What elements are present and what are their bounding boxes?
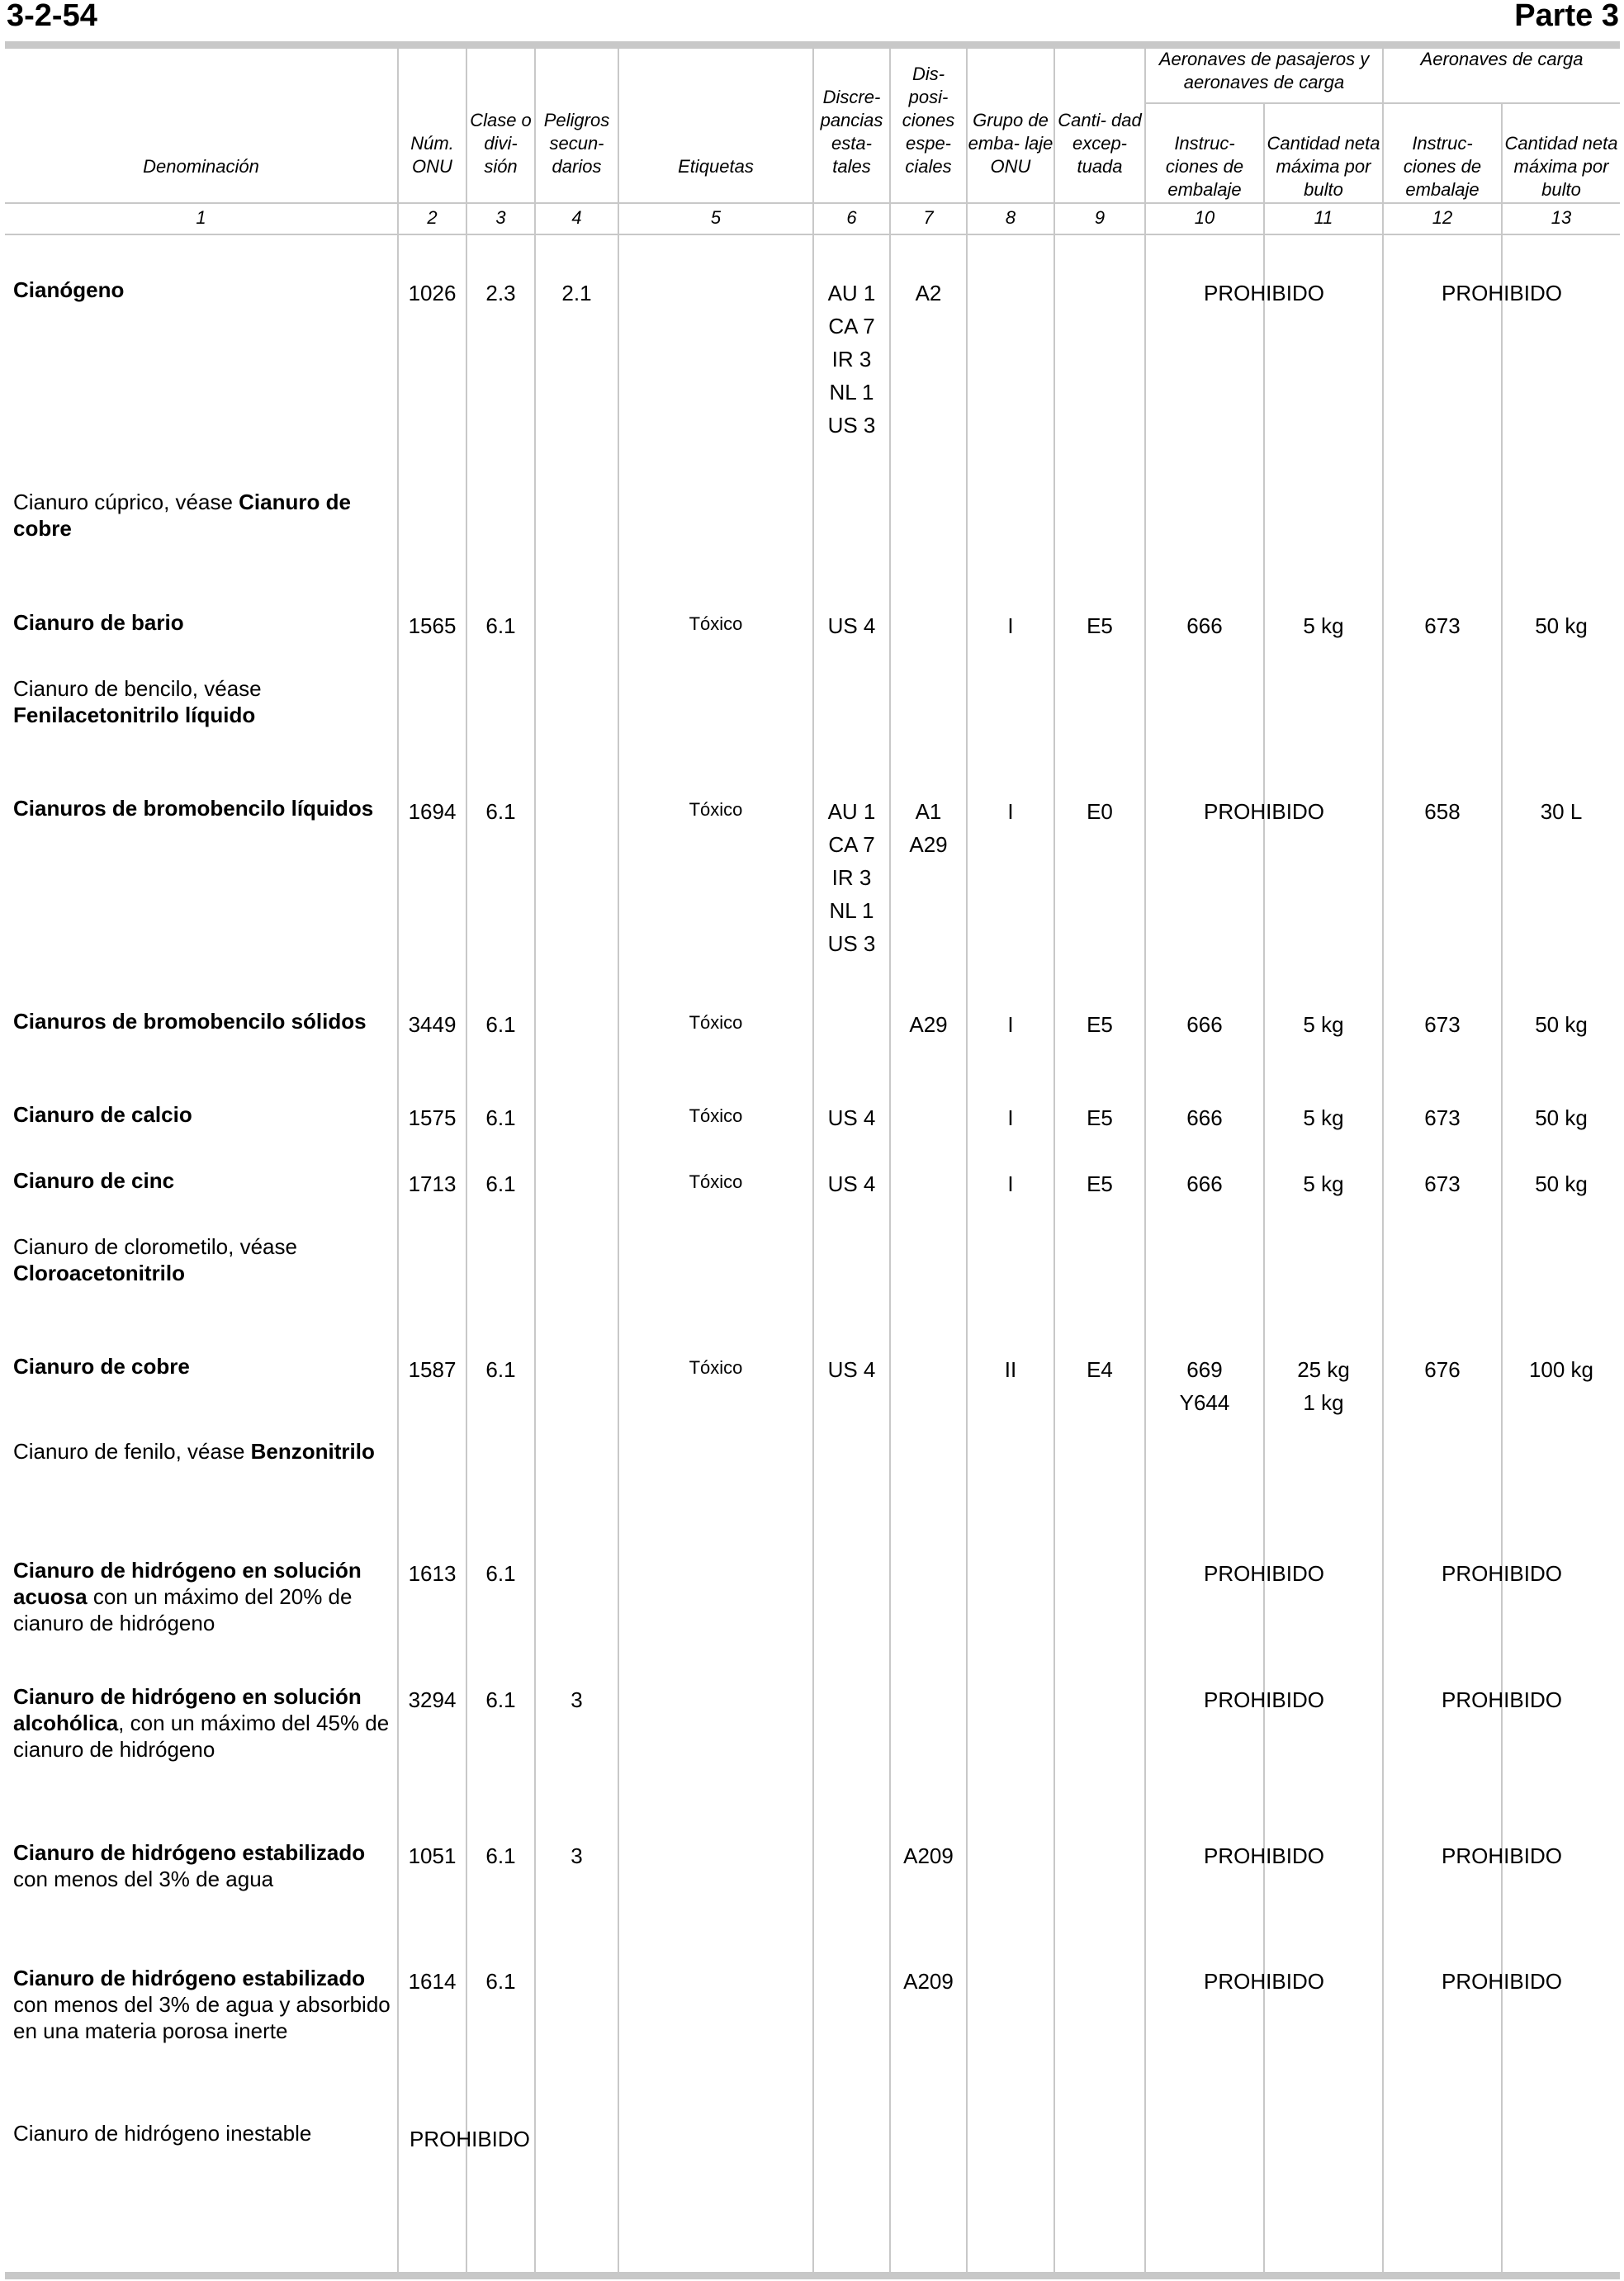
packing-group: I xyxy=(1007,1105,1014,1130)
header-divider xyxy=(5,202,1620,204)
header-excepted-quantity: Canti- dad excep- tuada xyxy=(1058,110,1142,177)
class-division: 6.1 xyxy=(485,613,516,638)
cargo-prohibited: PROHIBIDO xyxy=(1442,281,1562,305)
hazard-label: Tóxico xyxy=(689,1357,743,1378)
bottom-rule xyxy=(5,2272,1620,2279)
column-number: 10 xyxy=(1194,207,1215,228)
state-variations: US 4 xyxy=(827,1105,876,1130)
cargo-prohibited: PROHIBIDO xyxy=(1442,1687,1562,1712)
qty-cargo: 50 kg xyxy=(1535,613,1588,638)
column-divider xyxy=(466,46,467,2272)
excepted-quantity: E5 xyxy=(1087,613,1113,638)
entry-name: Cianuro de cobre xyxy=(13,1354,190,1379)
un-number: 3449 xyxy=(408,1012,457,1037)
column-divider xyxy=(1053,46,1055,2272)
special-provisions: A2 xyxy=(915,281,942,305)
special-provisions: A209 xyxy=(903,1969,954,1994)
qty-passenger: 5 kg xyxy=(1303,1012,1344,1037)
header-packing-group: Grupo de emba- laje ONU xyxy=(968,110,1053,177)
entry-name: Cianuros de bromobencilo líquidos xyxy=(13,796,374,821)
column-number: 5 xyxy=(710,207,722,228)
class-division: 6.1 xyxy=(485,1843,516,1868)
column-divider xyxy=(1382,46,1384,2272)
pi-passenger: 666 xyxy=(1186,1105,1223,1130)
packing-group: II xyxy=(1004,1357,1017,1382)
entry-name: Cianuro de clorometilo, véase Cloroacetonitrilo xyxy=(13,1234,297,1285)
un-number: 1026 xyxy=(408,281,457,305)
column-number: 6 xyxy=(846,207,857,228)
hazard-label: Tóxico xyxy=(689,1012,743,1033)
header-un-number: Núm. ONU xyxy=(410,133,454,177)
passenger-prohibited: PROHIBIDO xyxy=(1204,1561,1324,1586)
qty-cargo: 50 kg xyxy=(1535,1171,1588,1196)
column-number: 13 xyxy=(1551,207,1572,228)
entry-name: Cianuro cúprico, véase Cianuro de cobre xyxy=(13,490,351,541)
packing-group: I xyxy=(1007,1012,1014,1037)
cargo-prohibited: PROHIBIDO xyxy=(1442,1969,1562,1994)
column-divider xyxy=(534,46,536,2272)
pi-cargo: 673 xyxy=(1424,1171,1461,1196)
passenger-prohibited: PROHIBIDO xyxy=(1204,1969,1324,1994)
page-header xyxy=(0,0,1624,41)
qty-cargo: 30 L xyxy=(1540,799,1583,824)
pi-cargo: 673 xyxy=(1424,613,1461,638)
class-division: 6.1 xyxy=(485,1012,516,1037)
pi-cargo: 673 xyxy=(1424,1105,1461,1130)
secondary-hazard: 3 xyxy=(571,1687,583,1712)
hazard-label: Tóxico xyxy=(689,1105,743,1126)
secondary-hazard: 2.1 xyxy=(561,281,592,305)
packing-group: I xyxy=(1007,1171,1014,1196)
qty-passenger: 5 kg xyxy=(1303,1105,1344,1130)
group-divider xyxy=(1144,102,1620,104)
state-variations: AU 1 CA 7 IR 3 NL 1 US 3 xyxy=(827,281,876,438)
state-variations: AU 1 CA 7 IR 3 NL 1 US 3 xyxy=(827,799,876,956)
entry-name: Cianuros de bromobencilo sólidos xyxy=(13,1009,367,1034)
entry-name: Cianuro de bario xyxy=(13,610,184,635)
entry-name: Cianuro de hidrógeno en solución alcohólica, con un máximo del 45% de cianuro de hidrógeno xyxy=(13,1684,390,1762)
un-number: 1694 xyxy=(408,799,457,824)
excepted-quantity: E0 xyxy=(1087,799,1113,824)
state-variations: US 4 xyxy=(827,613,876,638)
header-secondary-hazards: Peligros secun- darios xyxy=(543,110,610,177)
pi-passenger: 666 xyxy=(1186,1171,1223,1196)
entry-name: Cianuro de fenilo, véase Benzonitrilo xyxy=(13,1439,375,1464)
header-group-passenger: Aeronaves de pasajeros y aeronaves de carga xyxy=(1158,49,1370,92)
hazard-label: Tóxico xyxy=(689,1171,743,1192)
page-part: Parte 3 xyxy=(1514,0,1619,33)
special-provisions: A209 xyxy=(903,1843,954,1868)
pi-passenger: 666 xyxy=(1186,613,1223,638)
header-qty-passenger: Cantidad neta máxima por bulto xyxy=(1267,133,1380,200)
un-number: 1575 xyxy=(408,1105,457,1130)
passenger-prohibited: PROHIBIDO xyxy=(1204,799,1324,824)
pi-passenger: 669 Y644 xyxy=(1179,1357,1230,1415)
header-labels: Etiquetas xyxy=(678,156,754,177)
page-number: 3-2-54 xyxy=(7,0,97,33)
header-denominacion: Denominación xyxy=(143,156,259,177)
header-state-variations: Discre- pancias esta- tales xyxy=(820,87,883,177)
column-number: 4 xyxy=(571,207,582,228)
header-special-provisions: Dis- posi- ciones espe- ciales xyxy=(902,64,955,177)
header-pi-passenger: Instruc- ciones de embalaje xyxy=(1165,133,1244,200)
secondary-hazard: 3 xyxy=(571,1843,583,1868)
header-group-cargo: Aeronaves de carga xyxy=(1420,49,1584,69)
qty-passenger: 5 kg xyxy=(1303,613,1344,638)
cargo-prohibited: PROHIBIDO xyxy=(1442,1843,1562,1868)
excepted-quantity: E5 xyxy=(1087,1012,1113,1037)
entry-name: Cianuro de hidrógeno en solución acuosa con un máximo del 20% de cianuro de hidrógeno xyxy=(13,1558,362,1635)
entry-name: Cianuro de cinc xyxy=(13,1168,175,1193)
special-provisions: A29 xyxy=(909,1012,948,1037)
class-division: 6.1 xyxy=(485,1171,516,1196)
un-number: 1587 xyxy=(408,1357,457,1382)
column-divider xyxy=(618,46,619,2272)
entry-name: Cianuro de hidrógeno estabilizado con menos del 3% de agua xyxy=(13,1840,366,1891)
column-number: 7 xyxy=(923,207,934,228)
un-number: 3294 xyxy=(408,1687,457,1712)
column-divider xyxy=(889,46,891,2272)
qty-cargo: 100 kg xyxy=(1528,1357,1594,1382)
state-variations: US 4 xyxy=(827,1357,876,1382)
entry-name: Cianuro de bencilo, véase Fenilacetonitrilo líquido xyxy=(13,676,262,727)
entry-name: Cianuro de calcio xyxy=(13,1102,192,1127)
header-pi-cargo: Instruc- ciones de embalaje xyxy=(1403,133,1482,200)
entry-name: Cianuro de hidrógeno estabilizado con menos del 3% de agua y absorbido en una materia porosa inerte xyxy=(13,1966,391,2043)
entry-name: Cianuro de hidrógeno inestable xyxy=(13,2121,312,2146)
column-number: 8 xyxy=(1005,207,1016,228)
un-number: 1613 xyxy=(408,1561,457,1586)
column-divider xyxy=(397,46,399,2272)
column-number: 1 xyxy=(196,207,206,228)
qty-cargo: 50 kg xyxy=(1535,1012,1588,1037)
header-class: Clase o divi- sión xyxy=(470,110,532,177)
header-qty-cargo: Cantidad neta máxima por bulto xyxy=(1504,133,1618,200)
excepted-quantity: E4 xyxy=(1087,1357,1113,1382)
hazard-label: Tóxico xyxy=(689,613,743,634)
column-number: 3 xyxy=(495,207,506,228)
excepted-quantity: E5 xyxy=(1087,1171,1113,1196)
class-division: 6.1 xyxy=(485,1357,516,1382)
state-variations: US 4 xyxy=(827,1171,876,1196)
qty-passenger: 25 kg 1 kg xyxy=(1297,1357,1350,1415)
entry-name: Cianógeno xyxy=(13,277,125,302)
passenger-prohibited: PROHIBIDO xyxy=(1204,1687,1324,1712)
pi-cargo: 673 xyxy=(1424,1012,1461,1037)
qty-passenger: 5 kg xyxy=(1303,1171,1344,1196)
un-number: 1051 xyxy=(408,1843,457,1868)
column-number: 9 xyxy=(1094,207,1106,228)
qty-cargo: 50 kg xyxy=(1535,1105,1588,1130)
class-division: 6.1 xyxy=(485,799,516,824)
column-divider xyxy=(1144,46,1146,2272)
class-division: 6.1 xyxy=(485,1105,516,1130)
pi-cargo: 658 xyxy=(1424,799,1461,824)
row-prohibited: PROHIBIDO xyxy=(410,2127,530,2151)
hazard-label: Tóxico xyxy=(689,799,743,820)
column-number: 12 xyxy=(1432,207,1453,228)
class-division: 6.1 xyxy=(485,1969,516,1994)
packing-group: I xyxy=(1007,799,1014,824)
un-number: 1565 xyxy=(408,613,457,638)
class-division: 6.1 xyxy=(485,1687,516,1712)
pi-passenger: 666 xyxy=(1186,1012,1223,1037)
column-divider xyxy=(966,46,968,2272)
un-number: 1713 xyxy=(408,1171,457,1196)
packing-group: I xyxy=(1007,613,1014,638)
excepted-quantity: E5 xyxy=(1087,1105,1113,1130)
class-division: 6.1 xyxy=(485,1561,516,1586)
passenger-prohibited: PROHIBIDO xyxy=(1204,1843,1324,1868)
un-number: 1614 xyxy=(408,1969,457,1994)
column-number: 11 xyxy=(1314,207,1333,228)
column-number-divider xyxy=(5,234,1620,235)
column-number: 2 xyxy=(427,207,438,228)
pi-cargo: 676 xyxy=(1424,1357,1461,1382)
passenger-prohibited: PROHIBIDO xyxy=(1204,281,1324,305)
cargo-prohibited: PROHIBIDO xyxy=(1442,1561,1562,1586)
special-provisions: A1 A29 xyxy=(909,799,948,857)
class-division: 2.3 xyxy=(485,281,516,305)
